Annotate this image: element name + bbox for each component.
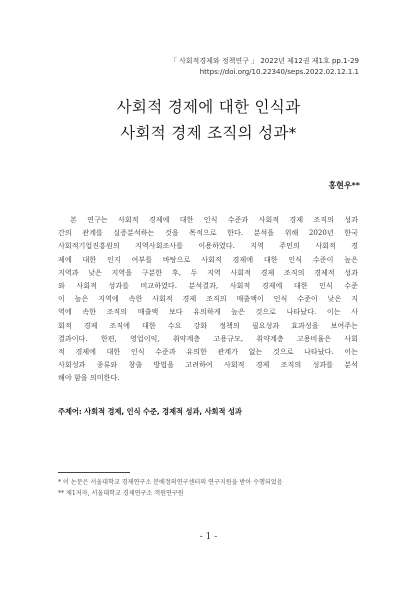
abstract-line: 회적 경제 조직에 대한 수요 강화 정책의 필요성과 효과성을 보여주는 <box>58 320 358 330</box>
author-name: 홍현우** <box>328 181 360 190</box>
abstract-line: 해야 함을 의미한다. <box>58 373 120 383</box>
footnote-divider <box>58 472 130 473</box>
abstract-line: 적 경제에 대한 인식 수준과 유의한 관계가 없는 것으로 나타났다. 이는 <box>58 347 358 357</box>
footnote-funding: * 이 논문은 서울대학교 경제연구소 분배정의연구센터의 연구지원을 받아 수행되었음 <box>58 479 283 486</box>
abstract-line: 이 높은 지역에 속한 사회적 경제 조직의 매출액이 인식 수준이 낮은 지 <box>58 294 358 304</box>
abstract-line: 간의 관계를 실증분석하는 것을 목적으로 한다. 분석을 위해 2020년 한국 <box>58 228 358 238</box>
title-line-1: 사회적 경제에 대한 인식과 <box>116 98 301 116</box>
journal-citation: 「 사회적경제와 정책연구 」 2022년 제12권 제1호 pp.1-29 <box>169 57 359 65</box>
keywords: 주제어: 사회적 경제, 인식 수준, 경제적 성과, 사회적 성과 <box>58 407 242 416</box>
abstract-line: 제에 대한 인지 여부를 바탕으로 사회적 경제에 대한 인식 수준이 높은 <box>58 254 358 264</box>
abstract-line: 역에 속한 조직의 매출액 보다 유의하게 높은 것으로 나타났다. 이는 사 <box>58 307 358 317</box>
abstract-line: 사회적기업진흥원의 지역사회조사를 이용하였다. 지역 주민의 사회적 경 <box>58 241 358 251</box>
paper-title <box>0 94 417 146</box>
page-number: - 1 - <box>199 532 218 542</box>
footnote-author: ** 제1저자, 서울대학교 경제연구소 객원연구원 <box>58 489 184 497</box>
title-line-2: 사회적 경제 조직의 성과* <box>120 124 297 142</box>
abstract-line: 결과이다. 한편, 영업이익, 취약계층 고용규모, 취약계층 고용비율은 사회 <box>58 333 358 343</box>
doi-link[interactable]: https://doi.org/10.22340/seps.2022.02.12.1.1 <box>199 68 359 76</box>
footnotes <box>58 478 368 499</box>
abstract-line: 지역과 낮은 지역을 구분한 후, 두 지역 사회적 경제 조직의 경제적 성과 <box>58 267 358 277</box>
journal-header <box>39 56 359 78</box>
abstract-line: 본 연구는 사회적 경제에 대한 인식 수준과 사회적 경제 조직의 성과 <box>70 215 358 224</box>
abstract <box>58 213 358 385</box>
abstract-line: 사회성과 종류와 창출 방법을 고려하여 사회적 경제 조직의 성과를 분석 <box>58 360 358 370</box>
abstract-line: 와 사회적 성과를 비교하였다. 분석결과, 사회적 경제에 대한 인식 수준 <box>58 281 358 291</box>
